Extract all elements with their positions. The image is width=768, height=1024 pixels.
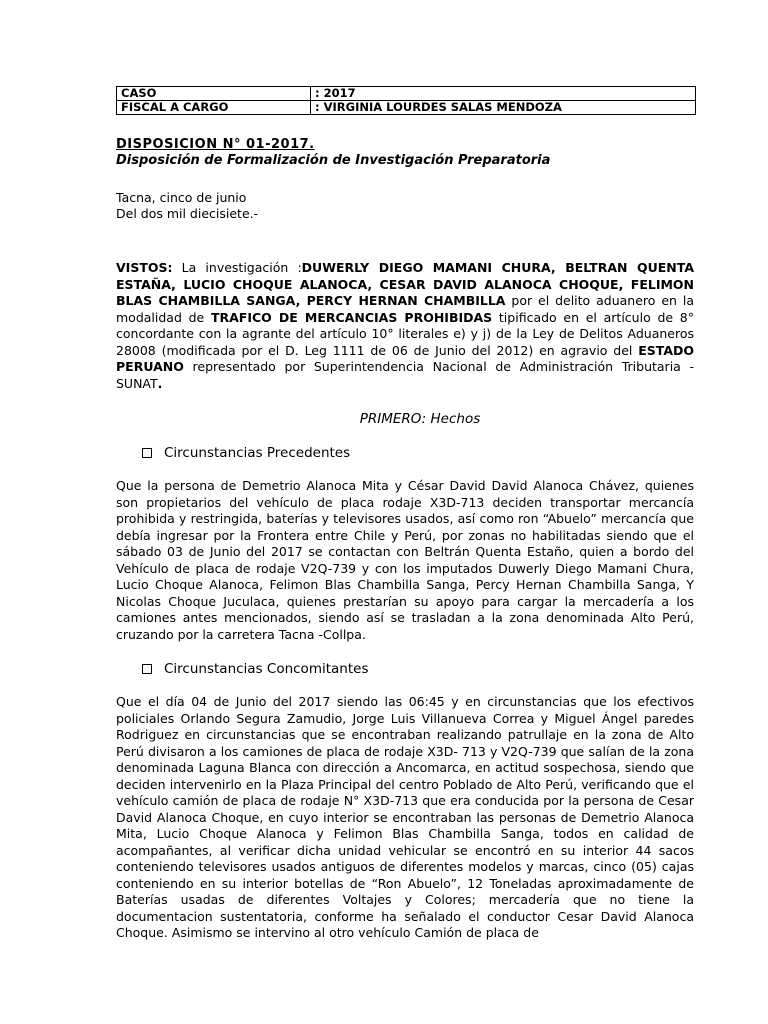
caso-label: CASO xyxy=(117,87,311,101)
vistos-period: . xyxy=(157,375,163,391)
case-row xyxy=(117,87,696,101)
vistos-text-2: por el delito aduanero en la modalidad de xyxy=(116,293,694,325)
subsection-heading-precedentes xyxy=(116,445,694,461)
vistos-label: VISTOS: xyxy=(116,260,173,275)
place-line-1: Tacna, cinco de junio xyxy=(116,190,247,205)
place-line-2: Del dos mil diecisiete.- xyxy=(116,206,259,221)
precedentes-paragraph: Que la persona de Demetrio Alanoca Mita y César David David Alanoca Chávez, quienes son propietarios del vehículo de placa rodaje X3D-713 deciden transportar mercancía prohibida y restringida, baterías y televisores usados, así como ron “Abuelo” mercancía que debía ingresar por la Frontera entre Chile y Perú, por zonas no habilitadas siendo que el sábado 03 de Junio del 2017 se contactan con Beltrán Quenta Estaño, quien a bordo del Vehículo de placa de rodaje V2Q-739 y con los imputados Duwerly Diego Mamani Chura, Lucio Choque Alanoca, Felimon Blas Chambilla Sanga, Percy Hernan Chambilla Sanga, Y Nicolas Choque Juculaca, quienes prestarían su apoyo para cargar la mercadería a los camiones antes mencionados, siendo así se trasladan a la zona denominada Alto Perú, cruzando por la carretera Tacna -Collpa. xyxy=(116,478,694,642)
subsection-title: Circunstancias Precedentes xyxy=(164,445,351,461)
checkbox-bullet-icon xyxy=(142,448,152,458)
fiscal-row xyxy=(117,101,696,115)
fiscal-value: : VIRGINIA LOURDES SALAS MENDOZA xyxy=(311,101,696,115)
vistos-delito: TRAFICO DE MERCANCIAS PROHIBIDAS xyxy=(210,309,493,325)
vistos-paragraph xyxy=(116,260,694,392)
concomitantes-paragraph: Que el día 04 de Junio del 2017 siendo las 06:45 y en circunstancias que los efectivos policiales Orlando Segura Zamudio, Jorge Luis Villanueva Correa y Miguel Ángel paredes Rodriguez en circunstancias que se encontraban realizando patrullaje en la zona de Alto Perú divisaron a los camiones de placa de rodaje X3D- 713 y V2Q-739 que salían de la zona denominada Laguna Blanca con dirección a Ancomarca, en actitud sospechosa, siendo que deciden intervenirlo en la Plaza Principal del centro Poblado de Alto Perú, verificando que el vehículo camión de placa de rodaje N° X3D-713 que era conducida por la persona de Cesar David Alanoca Choque, en cuyo interior se encontraban las personas de Demetrio Alanoca Mita, Lucio Choque Alanoca y Felimon Blas Chambilla Sanga, todos en calidad de acompañantes, al verificar dicha unidad vehicular se encontró en su interior 44 sacos conteniendo televisores usados antiguos de diferentes modelos y marcas, cinco (05) cajas conteniendo en su interior botellas de “Ron Abuelo”, 12 Toneladas aproximadamente de Baterías usadas de diferentes Voltajes y Colores; mercadería que no tiene la documentacion sustentatoria, conforme ha señalado el conductor Cesar David Alanoca Choque. Asimismo se intervino al otro vehículo Camión de placa de xyxy=(116,694,694,940)
vistos-text-3: tipificado en el artículo de 8° concordante con la agrante del artículo 10° literales e) y j) de la Ley de Delitos Aduaneros 28008 (modificada por el D. Leg 1111 de 06 de Junio del 2012) en agravio del xyxy=(116,309,694,358)
place-date xyxy=(116,190,694,222)
case-header-table xyxy=(116,86,696,115)
disposicion-title: Disposición de Formalización de Investigación Preparatoria xyxy=(116,153,551,168)
vistos-agraviado: ESTADO PERUANO xyxy=(116,342,694,374)
subsection-title: Circunstancias Concomitantes xyxy=(164,661,369,677)
caso-value: : 2017 xyxy=(311,87,696,101)
subsection-heading-concomitantes xyxy=(116,661,694,677)
vistos-text-4: representado por Superintendencia Nacional de Administración Tributaria - SUNAT xyxy=(116,359,694,391)
vistos-text-1: La investigación : xyxy=(172,260,302,275)
checkbox-bullet-icon xyxy=(142,664,152,674)
vistos-names: DUWERLY DIEGO MAMANI CHURA, BELTRAN QUENTA ESTAÑA, LUCIO CHOQUE ALANOCA, CESAR DAVID ALANOCA CHOQUE, FELIMON BLAS CHAMBILLA SANGA, PERCY HERNAN CHAMBILLA xyxy=(116,260,694,308)
fiscal-label: FISCAL A CARGO xyxy=(117,101,311,115)
section-title-hechos: PRIMERO: Hechos xyxy=(359,411,481,427)
disposicion-number: DISPOSICION N° 01-2017. xyxy=(116,137,315,152)
